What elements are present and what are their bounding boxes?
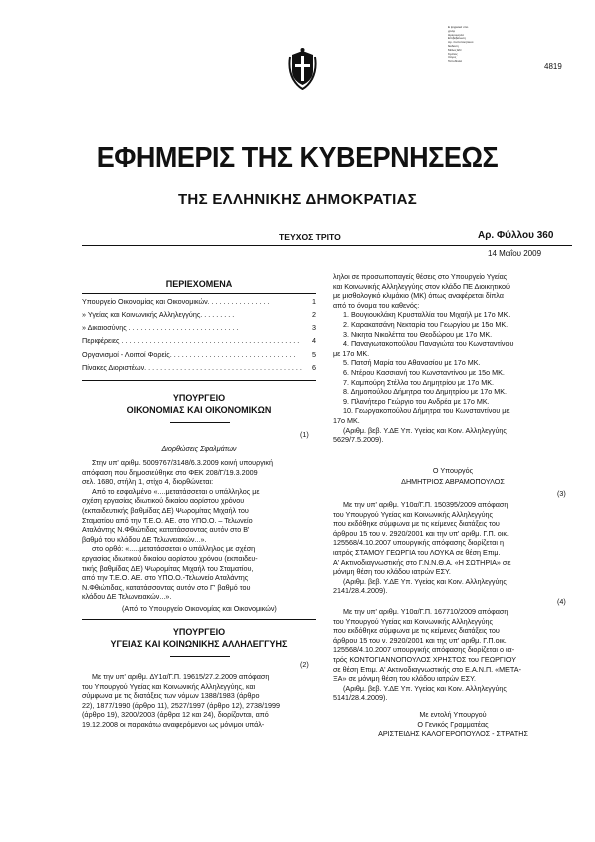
toc-page: 2 [312, 310, 316, 319]
closing-line: Με εντολή Υπουργού [419, 710, 487, 719]
text-line: από το όνομα του καθενός: [333, 300, 420, 310]
text-line: ιατρός ΣΤΑΜΟΥ ΓΕΩΡΓΙΑ του ΛΟΥΚΑ σε θέση Επιμ. [333, 547, 501, 557]
closing-line: ΑΡΙΣΤΕΙΔΗΣ ΚΑΛΟΓΕΡΟΠΟΥΛΟΣ - ΣΤΡΑΤΗΣ [378, 729, 528, 739]
list-item: 10. Γεωργακοπούλου Δήμητρα του Κωνσταντίνου με [343, 406, 510, 416]
text-line: 22), 1877/1990 (άρθρο 11), 2527/1997 (άρθρο 12), 2738/1999 [82, 700, 280, 710]
body-text-block [333, 272, 573, 445]
text-line: Στην υπ' αριθμ. 5009767/3148/6.3.2009 κοινή υπουργική [92, 458, 273, 467]
list-item: 6. Ντέρου Κασσιανή του Κωνσταντίνου με 15ο ΜΚ. [343, 367, 505, 377]
signer-name: ΔΗΜΗΤΡΙΟΣ ΑΒΡΑΜΟΠΟΥΛΟΣ [401, 477, 505, 486]
toc-page: 6 [312, 363, 316, 372]
toc-label: Πίνακες Διοριστέων. . . . . . . . . . . . . . . . . . . . . . . . . . . . . . . . . . . . . . . . [82, 363, 302, 372]
page-number: 4819 [544, 62, 562, 71]
text-line: Α' Ακτινοδιαγνωστικής στο Γ.Ν.Ν.Θ.Α. «Η ΣΩΤΗΡΙΑ» σε [333, 557, 511, 567]
body-text-block [333, 607, 573, 703]
gazette-title: ΕΦΗΜΕΡΙΣ ΤΗΣ ΚΥΒΕΡΝΗΣΕΩΣ [96, 142, 499, 174]
body-text-block [82, 672, 316, 730]
text-line: κλάδου ΔΕ Τελωνειακών...». [82, 592, 172, 602]
text-line: (εκπαιδευτικής βαθμίδας ΔΕ) Ψωρομίτας Μιχαήλ του [82, 505, 249, 515]
text-line: άρθρου 15 του ν. 2920/2001 και την υπ' αριθμ. Γ.Π. οικ. [333, 528, 509, 538]
toc-row [82, 323, 316, 333]
text-line: που εκδόθηκε σύμφωνα με τις κείμενες διατάξεις του [333, 519, 500, 529]
stamp-line: Ημερομηνία [448, 33, 464, 37]
text-line: 2141/28.4.2009). [333, 586, 388, 596]
toc-page: 4 [312, 336, 316, 345]
toc-row [82, 297, 316, 307]
text-line: μόνιμη θέση του κλάδου ιατρών ΕΣΥ. [333, 567, 451, 577]
list-item: 7. Καμπούρη Στέλλα του Δημητρίου με 17ο ΜΚ. [343, 377, 494, 387]
ministry-line: ΥΓΕΙΑΣ ΚΑΙ ΚΟΙΝΩΝΙΚΗΣ ΑΛΛΗΛΕΓΓΥΗΣ [110, 639, 288, 649]
list-item: 5. Πατσή Μαρία του Αθανασίου με 17ο ΜΚ. [343, 358, 481, 368]
toc-bottom-divider [82, 380, 316, 381]
toc-row [82, 336, 316, 346]
ministry-line: ΥΠΟΥΡΓΕΙΟ [172, 393, 226, 403]
decision-number: (2) [300, 660, 309, 669]
text-line: (Αριθμ. βεβ. Υ.ΔΕ Υπ. Υγείας και Κοιν. Αλληλεγγύης [343, 576, 507, 586]
signer-role: Ο Υπουργός [432, 466, 474, 475]
toc-heading: ΠΕΡΙΕΧΟΜΕΝΑ [165, 279, 233, 289]
stamp-line: γράφ [448, 29, 455, 33]
text-line: στο ορθό: «.....μετατάσσεται ο υπάλληλος με σχέση [92, 544, 256, 554]
ministry-heading [82, 392, 316, 416]
toc-label: » Δικαιοσύνης . . . . . . . . . . . . . . . . . . . . . . . . . . . . [82, 323, 239, 332]
text-line: και Κοινωνικής Αλληλεγγύης στον κλάδο ΠΕ Διοικητικού [333, 281, 510, 291]
text-line: Από το εσφαλμένο «....μετατάσσεται ο υπάλληλος με [92, 486, 260, 496]
text-line: Σταματίου από την Τ.Ε.Ο. ΑΕ. στο ΥΠΟ.Ο. – Τελωνείο [82, 515, 253, 525]
text-line: απόφαση που δημοσιεύθηκε στο ΦΕΚ 208/Γ/19.3.2009 [82, 467, 258, 477]
text-line: σελ. 1680, στήλη 1, στίχο 4, διορθώνεται: [82, 477, 214, 487]
list-item: 2. Καρακατσάνη Νεκταρία του Γεωργίου με 15ο ΜΚ. [343, 319, 509, 329]
text-line: που εκδόθηκε σύμφωνα με τις κείμενες διατάξεις του [333, 626, 500, 636]
text-line: του Υπουργού Υγείας και Κοινωνικής Αλληλεγγύης [333, 616, 494, 626]
text-line: άρθρου 15 του ν. 2920/2001 και της υπ' αριθμ. Γ.Π.οικ. [333, 635, 507, 645]
text-line: Με την υπ' αριθμ. Υ10α/Γ.Π. 150395/2009 απόφαση [343, 500, 509, 509]
toc-label: Οργανισμοί - Λοιποί Φορείς. . . . . . . . . . . . . . . . . . . . . . . . . . . . . . . . [82, 350, 296, 359]
body-text-block [82, 458, 316, 602]
stamp-line: Μέλος ΕΝ [448, 48, 462, 52]
short-divider [170, 422, 230, 423]
closing-line: Ο Γενικός Γραμματέας [417, 719, 489, 729]
stamp-line: Κράτος [448, 52, 458, 56]
text-line: τρός ΚΟΝΤΟΓΙΑΝΝΟΠΟΥΛΟΣ ΧΡΗΣΤΟΣ του ΓΕΩΡΓΙΟΥ [333, 654, 517, 664]
list-item: 3. Νικητα Νικολέττα του Θεοδώρου με 17ο ΜΚ. [343, 329, 493, 339]
stamp-line: Τοποθεσία [448, 60, 463, 64]
decision-number: (4) [557, 597, 566, 606]
digital-signature-stamp [448, 26, 508, 64]
toc-label: Περιφέρειες . . . . . . . . . . . . . . . . . . . . . . . . . . . . . . . . . . . . . . . . . . . . . [82, 336, 300, 345]
text-line: 125568/4.10.2007 υπουργικής απόφασης διορίζεται ο ια- [333, 645, 515, 655]
text-line: (Αριθμ. βεβ. Υ.ΔΕ Υπ. Υγείας και Κοιν. Αλληλεγγύης [343, 425, 507, 435]
text-line: σχέση εργασίας ιδιωτικού δικαίου αορίστου χρόνου [82, 496, 245, 506]
text-line: του Υπουργού Υγείας και Κοινωνικής Αλληλεγγύης [333, 509, 494, 519]
text-line: 125568/4.10.2007 υπουργικής απόφασης διορίζεται η [333, 538, 504, 548]
toc-row [82, 363, 316, 373]
sheet-number: Αρ. Φύλλου 360 [478, 230, 554, 241]
list-item: 4. Παναγιωτακοπούλου Παναγιώτα του Κωνσταντίνου [343, 339, 514, 349]
body-text-block [333, 500, 573, 596]
decision-number: (3) [557, 489, 566, 498]
ministry-heading [82, 626, 316, 650]
toc-page: 5 [312, 350, 316, 359]
text-line: σύμφωνα με τις διατάξεις των νόμων 1388/1983 (άρθρο [82, 691, 260, 701]
text-line: του Υπουργού Υγείας και Κοινωνικής Αλληλεγγύης, και [82, 681, 256, 691]
list-item: 1. Βουγιουκλάκη Κρυσταλλία του Μιχαήλ με 17ο ΜΚ. [343, 310, 511, 320]
text-line: (Αριθμ. βεβ. Υ.ΔΕ Υπ. Υγείας και Κοιν. Αλληλεγγύης [343, 683, 507, 693]
list-item: με 17ο ΜΚ. [333, 348, 370, 358]
stamp-line: Έκδοση [448, 44, 459, 48]
toc-row [82, 350, 316, 360]
greek-coat-of-arms-icon [285, 47, 320, 90]
ministry-line: ΥΠΟΥΡΓΕΙΟ [172, 627, 226, 637]
stamp-line: Ε ψηφιακά υπο [448, 26, 469, 29]
text-line: ΞΑ» σε μόνιμη θέση του κλάδου ιατρών ΕΣΥ. [333, 674, 477, 684]
stamp-line: Λόγος [448, 56, 457, 60]
list-item: 8. Δημοπούλου Δήμητρα του Δημητρίου με 17ο ΜΚ. [343, 387, 508, 397]
text-line: 19.12.2008 οι παρακάτω αναφερόμενοι ως μόνιμοι υπάλ- [82, 719, 265, 729]
issue-date: 14 Μαΐου 2009 [488, 249, 542, 258]
text-line: σε θέση Επιμ. Α' Ακτινοδιαγνωστικής στο Ε.Α.Ν.Π. «ΜΕΤΑ- [333, 664, 521, 674]
decision-number: (1) [300, 430, 309, 439]
text-line: με μισθολογικό κλιμάκιο (ΜΚ) όπως αναφέρεται δίπλα [333, 291, 504, 301]
toc-row [82, 310, 316, 320]
text-line: εργασίας ιδιωτικού δικαίου αορίστου χρόνου (εκπαιδευ- [82, 553, 258, 563]
ministry-line: ΟΙΚΟΝΟΜΙΑΣ ΚΑΙ ΟΙΚΟΝΟΜΙΚΩΝ [126, 405, 272, 415]
header-divider [82, 245, 572, 246]
list-item: 9. Πλανήτερο Γεώργιο του Ανδρέα με 17ο ΜΚ. [343, 396, 490, 406]
toc-label: Υπουργείο Οικονομίας και Οικονομικών. . . . . . . . . . . . . . . . [82, 297, 270, 306]
toc-page: 1 [312, 297, 316, 306]
text-line: Ν.Φθιώτιδας, κατατάσσοντας αυτόν στο Γ' βαθμό του [82, 582, 251, 592]
list-item: 17ο ΜΚ. [333, 415, 360, 425]
toc-page: 3 [312, 323, 316, 332]
text-line: βαθμό του κλάδου ΔΕ Τελωνειακών...». [82, 534, 207, 544]
text-line: 5629/7.5.2009). [333, 435, 384, 445]
text-line: Με την υπ' αριθμ. ΔΥ1α/Γ.Π. 19615/27.2.2009 απόφαση [92, 672, 270, 681]
short-divider [170, 656, 230, 657]
toc-label: » Υγείας και Κοινωνικής Αλληλεγγύης. . . . . . . . . [82, 310, 235, 319]
issuer-line: (Από το Υπουργείο Οικονομίας και Οικονομικών) [122, 604, 277, 613]
toc-divider [82, 293, 316, 294]
closing-signature [333, 710, 573, 739]
stamp-line: Αρ. πιστοποιητικού [448, 41, 474, 45]
text-line: ληλοι σε προσωποπαγείς θέσεις στο Υπουργείο Υγείας [333, 272, 508, 281]
section-divider [82, 619, 316, 620]
gazette-subtitle: ΤΗΣ ΕΛΛΗΝΙΚΗΣ ΔΗΜΟΚΡΑΤΙΑΣ [177, 191, 418, 208]
text-line: από την Τ.Ε.Ο. ΑΕ. στο ΥΠΟ.Ο.-Τελωνείο Αταλάντης [82, 573, 249, 583]
text-line: Με την υπ' αριθμ. Υ10α/Γ.Π. 167710/2009 απόφαση [343, 607, 509, 616]
issue-series: ΤΕΥΧΟΣ ΤΡΙΤΟ [279, 232, 341, 242]
section-subtitle: Διορθώσεις Σφαλμάτων [161, 444, 237, 453]
text-line: 5141/28.4.2009). [333, 693, 388, 703]
text-line: (άρθρο 19), 3200/2003 (άρθρα 12 και 24), διορίζονται, από [82, 710, 269, 720]
stamp-line: Επιβεβαίωση [448, 37, 466, 41]
text-line: Αταλάντης Ν.Φθιώτιδας κατατάσσοντας αυτόν στο Β' [82, 525, 250, 535]
text-line: τικής βαθμίδας ΔΕ) Ψωρομίτας Μιχαήλ του Σταματίου, [82, 563, 254, 573]
